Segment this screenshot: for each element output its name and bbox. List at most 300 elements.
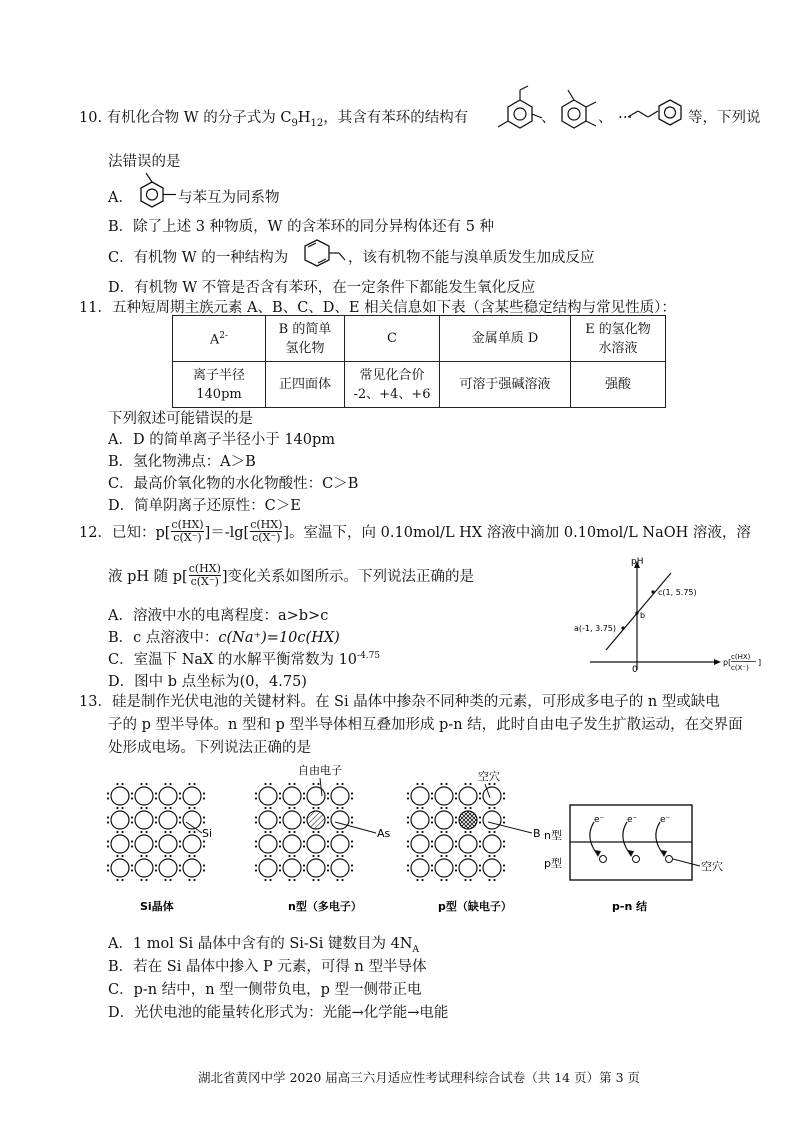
bond-electron — [279, 821, 281, 823]
bond-electron — [351, 845, 353, 847]
bond-electron — [164, 831, 166, 833]
x-axis-label-p: p[ — [723, 658, 732, 667]
bond-electron — [479, 797, 481, 799]
bond-electron — [488, 831, 490, 833]
q12-option-d: D．图中 b 点坐标为(0，4.75) — [108, 674, 307, 690]
bond-electron — [455, 816, 457, 818]
bond-electron — [188, 783, 190, 785]
x-axis-arrow — [714, 659, 721, 665]
bond-electron — [264, 855, 266, 857]
atom — [307, 835, 325, 853]
bond-electron — [488, 879, 490, 881]
q13-stem-line3: 处形成电场。下列说法正确的是 — [108, 740, 311, 756]
bond-electron — [193, 783, 195, 785]
bond-electron — [107, 792, 109, 794]
bond-electron — [493, 855, 495, 857]
atom — [135, 787, 153, 805]
bond-electron — [351, 797, 353, 799]
bond-electron — [107, 816, 109, 818]
bond-electron — [155, 864, 157, 866]
bond-electron — [179, 840, 181, 842]
bond-electron — [107, 869, 109, 871]
bond-electron — [203, 845, 205, 847]
bond-electron — [469, 831, 471, 833]
bond-electron — [179, 864, 181, 866]
bond-electron — [407, 821, 409, 823]
bond-electron — [303, 845, 305, 847]
electron-arrow-1 — [590, 815, 607, 863]
bond-electron — [131, 821, 133, 823]
bond-electron — [312, 807, 314, 809]
bond-electron — [421, 879, 423, 881]
atom — [259, 835, 277, 853]
bond-electron — [279, 869, 281, 871]
q10-sep-1: 、 — [541, 110, 556, 126]
bond-electron — [131, 845, 133, 847]
table-cell-a: 离子半径 140pm — [173, 362, 266, 408]
pn-junction-caption: p-n 结 — [612, 900, 648, 913]
bond-electron — [327, 816, 329, 818]
bond-electron — [116, 783, 118, 785]
x-axis-label-end: ] — [758, 658, 762, 667]
bond-electron — [164, 879, 166, 881]
bond-electron — [279, 864, 281, 866]
bond-electron — [479, 864, 481, 866]
q11-option-b: B．氢化物沸点：A＞B — [108, 454, 256, 470]
q10-stem-line2: 法错误的是 — [108, 154, 181, 170]
q11-stem: 11．五种短周期主族元素 A、B、C、D、E 相关信息如下表（含某些稳定结构与常见性质）： — [79, 300, 676, 316]
bond-electron — [341, 879, 343, 881]
bond-electron — [469, 879, 471, 881]
bond-electron — [140, 831, 142, 833]
bond-electron — [164, 783, 166, 785]
atom — [411, 835, 429, 853]
atom — [331, 787, 349, 805]
bond-electron — [312, 855, 314, 857]
q11-option-a: A．D 的简单离子半径小于 140pm — [108, 432, 336, 448]
q12-option-c: C．室温下 NaX 的水解平衡常数为 $10^{-4.75}$ — [108, 651, 381, 668]
bond-electron — [421, 807, 423, 809]
bond-electron — [121, 807, 123, 809]
point-a-label: a(-1, 3.75) — [574, 624, 617, 633]
bond-electron — [255, 797, 257, 799]
bond-electron — [351, 816, 353, 818]
bond-electron — [416, 783, 418, 785]
bond-electron — [327, 792, 329, 794]
atom — [111, 787, 129, 805]
electron-arrow-3 — [656, 815, 673, 863]
q10-option-a-text: 与苯互为同系物 — [178, 190, 280, 206]
bond-electron — [479, 869, 481, 871]
bond-electron — [140, 783, 142, 785]
p-type-caption: p型（缺电子） — [438, 900, 512, 913]
n-type-caption: n型（多电子） — [288, 900, 362, 913]
bond-electron — [131, 864, 133, 866]
point-c-label: c(1, 5.75) — [658, 588, 697, 597]
atom — [411, 811, 429, 829]
atom — [411, 859, 429, 877]
q10-structure-2 — [552, 88, 602, 134]
bond-electron — [131, 816, 133, 818]
bond-electron — [445, 879, 447, 881]
bond-electron — [327, 864, 329, 866]
bond-electron — [269, 855, 271, 857]
q10-stem-line1: 10. 有机化合物 W 的分子式为 $C_9H_{12}$，其含有苯环的结构有 — [79, 110, 469, 129]
bond-electron — [145, 807, 147, 809]
bond-electron — [351, 840, 353, 842]
bond-electron — [293, 831, 295, 833]
bond-electron — [503, 792, 505, 794]
atom — [111, 811, 129, 829]
bond-electron — [416, 879, 418, 881]
bond-electron — [407, 792, 409, 794]
bond-electron — [455, 845, 457, 847]
bond-electron — [303, 821, 305, 823]
bond-electron — [445, 807, 447, 809]
atom — [111, 835, 129, 853]
bond-electron — [145, 855, 147, 857]
bond-electron — [445, 855, 447, 857]
bond-electron — [341, 783, 343, 785]
atom — [435, 859, 453, 877]
bond-electron — [188, 807, 190, 809]
q11-option-c: C．最高价氧化物的水化物酸性：C＞B — [108, 476, 359, 492]
bond-electron — [431, 816, 433, 818]
bond-electron — [431, 869, 433, 871]
bond-electron — [479, 840, 481, 842]
table-cell-d: 可溶于强碱溶液 — [440, 362, 571, 408]
svg-text:e⁻: e⁻ — [594, 815, 605, 825]
bond-electron — [131, 869, 133, 871]
bond-electron — [269, 879, 271, 881]
bond-electron — [155, 840, 157, 842]
atom — [135, 859, 153, 877]
q13-option-d: D．光伏电池的能量转化形式为：光能→化学能→电能 — [108, 1005, 449, 1021]
atom — [411, 787, 429, 805]
bond-electron — [203, 821, 205, 823]
bond-electron — [503, 797, 505, 799]
atom — [331, 835, 349, 853]
bond-electron — [188, 879, 190, 881]
atom — [307, 859, 325, 877]
bond-electron — [336, 855, 338, 857]
bond-electron — [303, 840, 305, 842]
bond-electron — [279, 816, 281, 818]
bond-electron — [169, 807, 171, 809]
bond-electron — [116, 855, 118, 857]
bond-electron — [116, 807, 118, 809]
bond-electron — [279, 797, 281, 799]
bond-electron — [407, 869, 409, 871]
bond-electron — [493, 831, 495, 833]
bond-electron — [107, 840, 109, 842]
bond-electron — [179, 797, 181, 799]
bond-electron — [455, 840, 457, 842]
bond-electron — [155, 792, 157, 794]
bond-electron — [407, 845, 409, 847]
bond-electron — [121, 783, 123, 785]
bond-electron — [145, 879, 147, 881]
bond-electron — [255, 792, 257, 794]
bond-electron — [179, 821, 181, 823]
q10-option-c-prefix: C．有机物 W 的一种结构为 — [108, 250, 289, 266]
bond-electron — [155, 797, 157, 799]
bond-electron — [469, 855, 471, 857]
free-electron-label: 自由电子 — [298, 764, 342, 777]
si-crystal-caption: Si晶体 — [140, 900, 174, 913]
hole-label-right: 空穴 — [701, 860, 723, 873]
bond-electron — [464, 831, 466, 833]
bond-electron — [431, 792, 433, 794]
bond-electron — [455, 797, 457, 799]
bond-electron — [503, 845, 505, 847]
bond-electron — [293, 783, 295, 785]
bond-electron — [193, 807, 195, 809]
bond-electron — [288, 831, 290, 833]
q10-sep-2: 、 — [598, 110, 613, 126]
bond-electron — [264, 807, 266, 809]
bond-electron — [193, 831, 195, 833]
q10-option-a-prefix: A． — [108, 190, 133, 206]
bond-electron — [341, 831, 343, 833]
n-type-lattice — [255, 783, 353, 881]
bond-electron — [303, 792, 305, 794]
q11-option-d: D．简单阴离子还原性：C＞E — [108, 498, 301, 514]
bond-electron — [336, 783, 338, 785]
bond-electron — [479, 845, 481, 847]
bond-electron — [464, 879, 466, 881]
bond-electron — [203, 792, 205, 794]
bond-electron — [351, 821, 353, 823]
bond-electron — [279, 845, 281, 847]
bond-electron — [107, 845, 109, 847]
bond-electron — [107, 864, 109, 866]
bond-electron — [455, 821, 457, 823]
bond-electron — [116, 879, 118, 881]
atom — [259, 787, 277, 805]
bond-electron — [264, 879, 266, 881]
table-head-e: E 的氢化物 水溶液 — [571, 316, 666, 362]
bond-electron — [479, 816, 481, 818]
atom — [307, 787, 325, 805]
bond-electron — [440, 855, 442, 857]
atom — [283, 859, 301, 877]
q10-option-d: D．有机物 W 不管是否含有苯环，在一定条件下都能发生氧化反应 — [108, 280, 536, 296]
bond-electron — [421, 783, 423, 785]
bond-electron — [488, 855, 490, 857]
bond-electron — [421, 855, 423, 857]
bond-electron — [255, 840, 257, 842]
bond-electron — [416, 855, 418, 857]
bond-electron — [155, 845, 157, 847]
bond-electron — [303, 797, 305, 799]
bond-electron — [440, 879, 442, 881]
x-axis-label-top: c(HX) — [731, 653, 751, 661]
p-type-side-label: p型 — [544, 857, 562, 870]
bond-electron — [493, 783, 495, 785]
bond-electron — [188, 855, 190, 857]
bond-electron — [203, 869, 205, 871]
origin-label: 0 — [632, 665, 638, 675]
atom — [159, 835, 177, 853]
bond-electron — [193, 855, 195, 857]
atom — [259, 859, 277, 877]
bond-electron — [121, 855, 123, 857]
bond-electron — [440, 783, 442, 785]
svg-text:e⁻: e⁻ — [660, 815, 671, 825]
bond-electron — [121, 831, 123, 833]
q10-ellipsis: … — [618, 106, 633, 122]
bond-electron — [416, 807, 418, 809]
bond-electron — [303, 864, 305, 866]
bond-electron — [407, 864, 409, 866]
bond-electron — [179, 816, 181, 818]
bond-electron — [503, 869, 505, 871]
bond-electron — [288, 783, 290, 785]
atom — [483, 835, 501, 853]
atom — [135, 811, 153, 829]
point-b-label: b — [640, 611, 646, 620]
bond-electron — [336, 879, 338, 881]
atom — [459, 787, 477, 805]
bond-electron — [255, 816, 257, 818]
bond-electron — [164, 807, 166, 809]
si-atom-label: Si — [202, 827, 213, 840]
bond-electron — [193, 879, 195, 881]
q13-stem-line2: 子的 p 型半导体。n 型和 p 型半导体相互叠加形成 p-n 结，此时自由电子发生扩散运动，在交界面 — [108, 717, 743, 733]
bond-electron — [327, 845, 329, 847]
atom — [331, 811, 349, 829]
bond-electron — [503, 821, 505, 823]
atom — [159, 811, 177, 829]
table-head-d: 金属单质 D — [440, 316, 571, 362]
atom — [483, 787, 501, 805]
si-lattice — [107, 783, 205, 881]
bond-electron — [455, 869, 457, 871]
bond-electron — [341, 855, 343, 857]
atom — [183, 859, 201, 877]
bond-electron — [445, 783, 447, 785]
bond-electron — [293, 855, 295, 857]
bond-electron — [351, 869, 353, 871]
bond-electron — [255, 869, 257, 871]
bond-electron — [327, 821, 329, 823]
bond-electron — [179, 792, 181, 794]
bond-electron — [140, 879, 142, 881]
atom — [483, 811, 501, 829]
bond-electron — [203, 797, 205, 799]
point-c-marker — [651, 590, 654, 593]
bond-electron — [169, 879, 171, 881]
svg-text:e⁻: e⁻ — [627, 815, 638, 825]
bond-electron — [293, 807, 295, 809]
atom — [183, 835, 201, 853]
bond-electron — [145, 831, 147, 833]
bond-electron — [312, 783, 314, 785]
bond-electron — [493, 879, 495, 881]
bond-electron — [407, 816, 409, 818]
bond-electron — [264, 831, 266, 833]
atom — [459, 835, 477, 853]
q11-info-table — [172, 315, 666, 408]
bond-electron — [279, 840, 281, 842]
bond-electron — [336, 807, 338, 809]
bond-electron — [341, 807, 343, 809]
boron-atom-label: B — [533, 827, 541, 840]
bond-electron — [312, 879, 314, 881]
bond-electron — [407, 797, 409, 799]
bond-electron — [203, 840, 205, 842]
bond-electron — [303, 816, 305, 818]
bond-electron — [503, 840, 505, 842]
bond-electron — [288, 855, 290, 857]
bond-electron — [336, 831, 338, 833]
bond-electron — [464, 783, 466, 785]
atom — [435, 811, 453, 829]
bond-electron — [145, 783, 147, 785]
bond-electron — [445, 831, 447, 833]
bond-electron — [327, 840, 329, 842]
q10-option-c-text: ，该有机物不能与溴单质发生加成反应 — [348, 250, 595, 266]
bond-electron — [407, 840, 409, 842]
bond-electron — [351, 864, 353, 866]
page-footer: 湖北省黄冈中学 2020 届高三六月适应性考试理科综合试卷（共 14 页）第 3 页 — [198, 1070, 641, 1085]
bond-electron — [317, 831, 319, 833]
bond-electron — [351, 792, 353, 794]
atom — [111, 859, 129, 877]
y-axis-label: pH — [631, 557, 644, 567]
q13-option-c: C．p-n 结中，n 型一侧带负电，p 型一侧带正电 — [108, 982, 422, 998]
bond-electron — [503, 864, 505, 866]
bond-electron — [121, 879, 123, 881]
bond-electron — [440, 807, 442, 809]
atom — [283, 787, 301, 805]
q10-option-b: B．除了上述 3 种物质，W 的含苯环的同分异构体还有 5 种 — [108, 219, 495, 235]
bond-electron — [293, 879, 295, 881]
bond-electron — [288, 879, 290, 881]
bond-electron — [140, 855, 142, 857]
bond-electron — [416, 831, 418, 833]
bond-electron — [469, 783, 471, 785]
bond-electron — [317, 855, 319, 857]
bond-electron — [269, 783, 271, 785]
bond-electron — [312, 831, 314, 833]
bond-electron — [440, 831, 442, 833]
dopant-atom — [307, 811, 325, 829]
x-axis-label-bottom: c(X⁻) — [731, 664, 749, 672]
bond-electron — [327, 797, 329, 799]
dopant-atom — [459, 811, 477, 829]
q13-figure — [100, 760, 723, 920]
bond-electron — [317, 807, 319, 809]
bond-electron — [116, 831, 118, 833]
bond-electron — [288, 807, 290, 809]
bond-electron — [131, 797, 133, 799]
atom — [259, 811, 277, 829]
bond-electron — [488, 807, 490, 809]
table-cell-b: 正四面体 — [266, 362, 345, 408]
q12-stem-line1: 12． 已知：p[ c(HX) c(X⁻) ]＝-lg[ c(HX) c(X⁻) ]。室温下，向 0.10mol/L HX 溶液中滴加 0.10mol/L NaOH 溶液，溶 — [79, 518, 751, 544]
bond-electron — [169, 783, 171, 785]
q11-lead: 下列叙述可能错误的是 — [108, 411, 253, 427]
bond-electron — [279, 792, 281, 794]
bond-electron — [479, 821, 481, 823]
table-head-b: B 的简单 氢化物 — [266, 316, 345, 362]
q10-option-c-structure — [299, 234, 351, 274]
electron-arrow-2 — [623, 815, 640, 863]
bond-electron — [464, 855, 466, 857]
q13-option-a: A．1 mol Si 晶体中含有的 Si-Si 键数目为 $4N_A$ — [108, 936, 419, 955]
